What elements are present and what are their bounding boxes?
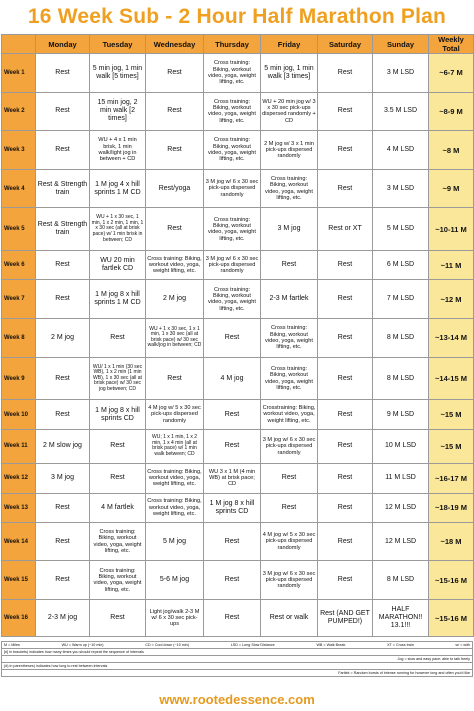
weekly-total: ~8-9 M	[429, 92, 474, 131]
week-label: Week 10	[2, 400, 36, 429]
workout-cell: Rest or walk	[261, 600, 318, 637]
workout-cell: 3 M jog	[36, 464, 90, 493]
workout-cell: Rest	[204, 522, 261, 561]
workout-cell: Rest	[204, 600, 261, 637]
workout-cell: Cross training: Biking, workout video, yoga, weight lifting, etc.	[261, 357, 318, 400]
week-label: Week 1	[2, 54, 36, 93]
legend-abbreviation: M = Miles	[4, 643, 20, 647]
workout-cell: 2 M jog	[146, 280, 204, 319]
workout-cell: Rest	[90, 464, 146, 493]
weekly-total: ~9 M	[429, 169, 474, 208]
header-wednesday: Wednesday	[146, 35, 204, 54]
workout-cell: Cross training: Biking, workout video, yoga, weight lifting, etc.	[90, 561, 146, 600]
workout-cell: Rest	[261, 493, 318, 522]
workout-cell: 1 M jog 8 x hill sprints 1 M CD	[90, 280, 146, 319]
workout-cell: Rest	[318, 319, 373, 358]
week-row	[2, 251, 474, 280]
workout-cell: Rest	[146, 357, 204, 400]
workout-cell: Cross training: Biking, workout video, yoga, weight lifting, etc.	[204, 54, 261, 93]
workout-cell: Rest & Strength train	[36, 169, 90, 208]
workout-cell: Cross training: Biking, workout video, yoga, weight lifting, etc.	[204, 131, 261, 170]
header-saturday: Saturday	[318, 35, 373, 54]
workout-cell: Rest	[36, 280, 90, 319]
workout-cell: Rest	[36, 493, 90, 522]
training-plan-table	[1, 34, 474, 637]
workout-cell: WU + 20 min jog w/ 3 x 30 sec pick-ups dispersed randomly + CD	[261, 92, 318, 131]
workout-cell: Rest	[318, 54, 373, 93]
workout-cell: Cross training: Biking, workout video, yoga, weight lifting, etc.	[204, 280, 261, 319]
week-row	[2, 464, 474, 493]
workout-cell: 3 M LSD	[373, 169, 429, 208]
workout-cell: 3 M jog w/ 6 x 30 sec pick-ups dispersed randomly	[261, 429, 318, 463]
week-label: Week 14	[2, 522, 36, 561]
workout-cell: Cross training: Biking, workout video, yoga, weight lifting, etc.	[146, 464, 204, 493]
week-label: Week 7	[2, 280, 36, 319]
workout-cell: Cross training: Biking, workout video, yoga, weight lifting, etc.	[261, 319, 318, 358]
legend-fartlek-note: Fartlek = Random bursts of intense running for however long and often you'd like	[1, 670, 473, 677]
workout-cell: Rest	[204, 400, 261, 429]
header-corner	[2, 35, 36, 54]
week-label: Week 11	[2, 429, 36, 463]
header-thursday: Thursday	[204, 35, 261, 54]
website-link[interactable]: www.rootedessence.com	[159, 692, 315, 707]
week-label: Week 9	[2, 357, 36, 400]
workout-cell: WU + 1 x 30 sec, 1 x 1 min, 1 x 30 sec (all at brisk pace) w/ 30 sec walk/jog in between; CD	[146, 319, 204, 358]
header-monday: Monday	[36, 35, 90, 54]
workout-cell: 8 M LSD	[373, 357, 429, 400]
workout-cell: Rest	[318, 429, 373, 463]
workout-cell: Rest	[204, 319, 261, 358]
page-title: 16 Week Sub - 2 Hour Half Marathon Plan	[27, 5, 447, 28]
weekly-total: ~14-15 M	[429, 357, 474, 400]
weekly-total: ~11 M	[429, 251, 474, 280]
week-row	[2, 54, 474, 93]
workout-cell: WU 3 x 1 M (4 min WB) at brisk pace; CD	[204, 464, 261, 493]
weekly-total: ~15-16 M	[429, 600, 474, 637]
weekly-total: ~18-19 M	[429, 493, 474, 522]
weekly-total: ~10-11 M	[429, 208, 474, 251]
legend-abbreviation: w/ = with	[455, 643, 470, 647]
workout-cell: 2 M jog w/ 3 x 1 min pick-ups dispersed randomly	[261, 131, 318, 170]
workout-cell: 4 M jog w/ 5 x 30 sec pick-ups dispersed randomly	[261, 522, 318, 561]
header-weekly-total: Weekly Total	[429, 35, 474, 54]
workout-cell: Rest or XT	[318, 208, 373, 251]
workout-cell: WU 20 min fartlek CD	[90, 251, 146, 280]
workout-cell: 5 min jog, 1 min walk [3 times]	[261, 54, 318, 93]
week-row	[2, 522, 474, 561]
legend-jog-note: Jog = slow and easy pace; able to talk freely	[1, 656, 473, 663]
week-row	[2, 400, 474, 429]
workout-cell: 2-3 M jog	[36, 600, 90, 637]
workout-cell: Rest	[36, 251, 90, 280]
workout-cell: 5 M jog	[146, 522, 204, 561]
legend	[1, 641, 473, 677]
workout-cell: Rest	[318, 464, 373, 493]
week-row	[2, 561, 474, 600]
legend-abbreviation: XT = Cross train	[387, 643, 414, 647]
workout-cell: 9 M LSD	[373, 400, 429, 429]
workout-cell: Rest	[318, 280, 373, 319]
legend-paren-note: (#) in parentheses) indicates how long to rest between intervals	[1, 663, 473, 670]
workout-cell: Rest/yoga	[146, 169, 204, 208]
workout-cell: WU + 1 x 30 sec, 1 min, 1 x 2 min, 1 min, 1 x 30 sec (all at brisk pace) w/ 1 min brisk in between; CD	[90, 208, 146, 251]
workout-cell: 1 M jog 8 x hill sprints CD	[204, 493, 261, 522]
workout-cell: Cross training: Biking, workout video, yoga, weight lifting, etc.	[261, 169, 318, 208]
weekly-total: ~12 M	[429, 280, 474, 319]
workout-cell: 10 M LSD	[373, 429, 429, 463]
workout-cell: HALF MARATHON!! 13.1!!!	[373, 600, 429, 637]
workout-cell: 2 M jog	[36, 319, 90, 358]
weekly-total: ~15 M	[429, 400, 474, 429]
workout-cell: Cross training: Biking, workout video, yoga, weight lifting, etc.	[90, 522, 146, 561]
workout-cell: Rest	[36, 561, 90, 600]
workout-cell: 4 M jog	[204, 357, 261, 400]
workout-cell: 3 M jog w/ 6 x 30 sec pick-ups dispersed randomly	[204, 251, 261, 280]
weekly-total: ~15-16 M	[429, 561, 474, 600]
weekly-total: ~16-17 M	[429, 464, 474, 493]
workout-cell: Rest	[146, 208, 204, 251]
header-row	[2, 35, 474, 54]
workout-cell: Rest	[318, 522, 373, 561]
workout-cell: Rest	[90, 319, 146, 358]
workout-cell: Rest	[318, 131, 373, 170]
workout-cell: 15 min jog, 2 min walk [2 times]	[90, 92, 146, 131]
workout-cell: Rest	[90, 600, 146, 637]
plan-body	[2, 54, 474, 637]
legend-abbreviation: WU = Warm up (~10 min)	[61, 643, 104, 647]
week-label: Week 8	[2, 319, 36, 358]
workout-cell: WU + 4 x 1 min brisk, 1 min walk/light jog in between + CD	[90, 131, 146, 170]
workout-cell: 12 M LSD	[373, 493, 429, 522]
workout-cell: Rest	[36, 54, 90, 93]
workout-cell: Rest	[204, 429, 261, 463]
workout-cell: Rest	[318, 400, 373, 429]
week-row	[2, 357, 474, 400]
week-label: Week 16	[2, 600, 36, 637]
workout-cell: Rest	[146, 131, 204, 170]
week-label: Week 6	[2, 251, 36, 280]
week-label: Week 15	[2, 561, 36, 600]
workout-cell: 5 M LSD	[373, 208, 429, 251]
legend-bracket-note: [#] in brackets) indicates how many times you should repeat the sequence of intervals	[1, 649, 473, 656]
workout-cell: Cross training: Biking, workout video, yoga, weight lifting, etc.	[204, 92, 261, 131]
workout-cell: Rest	[261, 464, 318, 493]
workout-cell: Rest	[261, 251, 318, 280]
week-label: Week 3	[2, 131, 36, 170]
week-row	[2, 280, 474, 319]
workout-cell: Cross training: Biking, workout video, yoga, weight lifting, etc.	[146, 251, 204, 280]
legend-abbreviation: CD = Cool down (~10 min)	[145, 643, 189, 647]
week-row	[2, 319, 474, 358]
workout-cell: Cross training: Biking, workout video, yoga, weight lifting, etc.	[146, 493, 204, 522]
week-label: Week 12	[2, 464, 36, 493]
workout-cell: 4 M fartlek	[90, 493, 146, 522]
workout-cell: 5 min jog, 1 min walk [5 times]	[90, 54, 146, 93]
weekly-total: ~8 M	[429, 131, 474, 170]
workout-cell: Rest	[36, 522, 90, 561]
workout-cell: 8 M LSD	[373, 319, 429, 358]
workout-cell: 1 M jog 4 x hill sprints 1 M CD	[90, 169, 146, 208]
workout-cell: 12 M LSD	[373, 522, 429, 561]
workout-cell: Rest	[90, 429, 146, 463]
workout-cell: Rest	[36, 357, 90, 400]
header-friday: Friday	[261, 35, 318, 54]
workout-cell: Rest	[146, 92, 204, 131]
workout-cell: 3 M jog w/ 6 x 30 sec pick-ups dispersed randomly	[204, 169, 261, 208]
week-label: Week 4	[2, 169, 36, 208]
workout-cell: Rest	[318, 561, 373, 600]
workout-cell: 2-3 M fartlek	[261, 280, 318, 319]
workout-cell: 6 M LSD	[373, 251, 429, 280]
workout-cell: Rest	[36, 92, 90, 131]
workout-cell: WU; 1 x 1 min, 1 x 2 min, 1 x 4 min (all at brisk pace) w/ 1 min walk between; CD	[146, 429, 204, 463]
week-label: Week 2	[2, 92, 36, 131]
header-sunday: Sunday	[373, 35, 429, 54]
week-row	[2, 493, 474, 522]
workout-cell: 7 M LSD	[373, 280, 429, 319]
week-row	[2, 92, 474, 131]
workout-cell: Light jog/walk 2-3 M w/ 6 x 30 sec pick-ups	[146, 600, 204, 637]
workout-cell: Rest	[318, 357, 373, 400]
week-row	[2, 169, 474, 208]
workout-cell: Rest	[146, 54, 204, 93]
workout-cell: 3 M jog	[261, 208, 318, 251]
workout-cell: Rest & Strength train	[36, 208, 90, 251]
workout-cell: 8 M LSD	[373, 561, 429, 600]
workout-cell: Crosstraining: Biking, workout video, yoga, weight lifting, etc.	[261, 400, 318, 429]
workout-cell: 2 M slow jog	[36, 429, 90, 463]
workout-cell: Rest	[36, 131, 90, 170]
workout-cell: 1 M jog 8 x hill sprints CD	[90, 400, 146, 429]
workout-cell: 5-6 M jog	[146, 561, 204, 600]
workout-cell: 11 M LSD	[373, 464, 429, 493]
workout-cell: Rest (AND GET PUMPED!)	[318, 600, 373, 637]
week-row	[2, 429, 474, 463]
weekly-total: ~13-14 M	[429, 319, 474, 358]
week-label: Week 13	[2, 493, 36, 522]
legend-abbreviation: LSD = Long Slow Distance	[230, 643, 275, 647]
workout-cell: 3 M LSD	[373, 54, 429, 93]
workout-cell: Rest	[204, 561, 261, 600]
weekly-total: ~15 M	[429, 429, 474, 463]
week-row	[2, 131, 474, 170]
workout-cell: 3.5 M LSD	[373, 92, 429, 131]
legend-abbreviation: WB = Walk Break	[316, 643, 346, 647]
week-row	[2, 208, 474, 251]
workout-cell: Rest	[36, 400, 90, 429]
workout-cell: Rest	[318, 169, 373, 208]
workout-cell: WU/ 1 x 1 min (30 sec WB), 1 x 2 min (1 min WB), 1 x 30 sec (all at brisk pace) w/ 30 sec jog between; CD	[90, 357, 146, 400]
week-label: Week 5	[2, 208, 36, 251]
workout-cell: 3 M jog w/ 6 x 30 sec pick-ups dispersed randomly	[261, 561, 318, 600]
workout-cell: 4 M jog w/ 5 x 30 sec pick-ups dispersed randomly	[146, 400, 204, 429]
workout-cell: Rest	[318, 251, 373, 280]
weekly-total: ~6-7 M	[429, 54, 474, 93]
legend-abbreviations	[1, 641, 473, 649]
header-tuesday: Tuesday	[90, 35, 146, 54]
weekly-total: ~18 M	[429, 522, 474, 561]
week-row	[2, 600, 474, 637]
workout-cell: Rest	[318, 92, 373, 131]
workout-cell: Rest	[318, 493, 373, 522]
workout-cell: 4 M LSD	[373, 131, 429, 170]
workout-cell: Cross training: Biking, workout video, yoga, weight lifting, etc.	[204, 208, 261, 251]
